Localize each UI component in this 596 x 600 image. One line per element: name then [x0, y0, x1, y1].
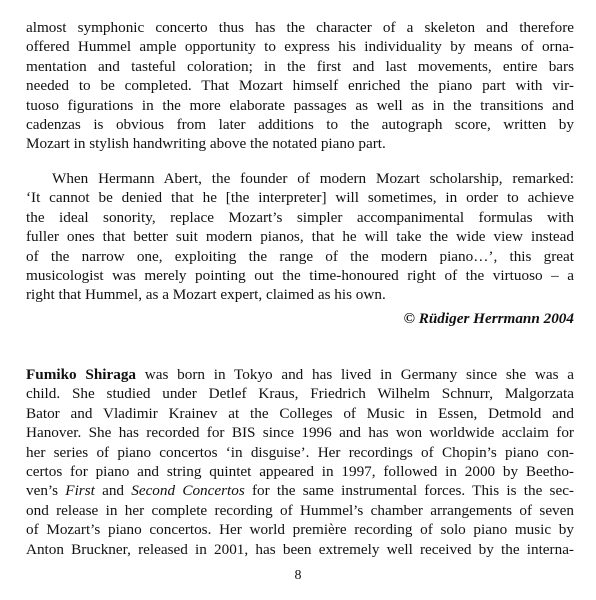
- text-line: her series of piano concertos ‘in disguise’. Her recordings of Chopin’s piano con-: [26, 443, 574, 461]
- text-line: certos for piano and string quintet appeared in 1997, followed in 2000 by Beetho-: [26, 463, 574, 481]
- text-line: mentation and tasteful coloration; in the first and last movements, entire bars: [26, 57, 574, 75]
- text-segment: for the same instrumental forces. This is the sec-: [244, 482, 574, 500]
- text-line: of Mozart’s piano concertos. Her world première recording of solo piano music by: [26, 521, 574, 539]
- text-line: musicologist was merely pointing out the time-honoured right of the virtuoso – a: [26, 267, 574, 285]
- essay-paragraph-1: [26, 18, 574, 154]
- text-line: almost symphonic concerto thus has the character of a skeleton and therefore: [26, 19, 574, 36]
- text-segment: was born in Tokyo and has lived in Germany since she was a: [136, 366, 574, 383]
- text-line: Anton Bruckner, released in 2001, has been extremely well received by the interna-: [26, 540, 574, 558]
- text-line: the ideal sonority, replace Mozart’s simpler accompanimental formulas with: [26, 208, 574, 226]
- text-line: tuoso figurations in the more elaborate passages as well as in the transitions and: [26, 96, 574, 114]
- page-number: 8: [294, 568, 302, 583]
- text-line: offered Hummel ample opportunity to express his individuality by means of orna-: [26, 38, 574, 56]
- text-line: Bator and Vladimir Krainev at the Colleges of Music in Essen, Detmold and: [26, 404, 574, 422]
- text-line: Hanover. She has recorded for BIS since 1996 and has won worldwide acclaim for: [26, 424, 574, 442]
- text-line: [26, 481, 574, 500]
- text-line: needed to be completed. That Mozart himself enriched the piano part with vir-: [26, 77, 574, 95]
- copyright-credit: © Rüdiger Herrmann 2004: [403, 310, 574, 327]
- text-line: ond release in her complete recording of Hummel’s chamber arrangements of seven: [26, 501, 574, 519]
- essay-paragraph-2: [26, 169, 574, 305]
- text-line: ‘It cannot be denied that he [the interpreter] will sometimes, in order to achieve: [26, 189, 574, 207]
- artist-name: Fumiko Shiraga: [26, 366, 137, 383]
- text-line: fuller ones that better suit modern pianos, that he will take the wide view instead: [26, 228, 574, 246]
- text-line: child. She studied under Detlef Kraus, Friedrich Wilhelm Schnurr, Malgorzata: [26, 385, 574, 403]
- text-segment: and: [94, 482, 132, 500]
- text-line: cadenzas is obvious from later additions to the autograph score, written by: [26, 116, 574, 134]
- text-line: right that Hummel, as a Mozart expert, claimed as his own.: [26, 286, 386, 304]
- text-line: When Hermann Abert, the founder of modern Mozart scholarship, remarked:: [52, 170, 574, 187]
- italic-title: Second Concertos: [131, 482, 245, 500]
- text-line: [26, 365, 574, 384]
- italic-title: First: [65, 482, 95, 500]
- text-segment: ven’s: [26, 482, 66, 500]
- text-line: Mozart in stylish handwriting above the notated piano part.: [26, 135, 386, 153]
- text-line: of the narrow one, exploiting the range of the modern piano…’, this great: [26, 247, 574, 265]
- artist-biography: [26, 365, 574, 559]
